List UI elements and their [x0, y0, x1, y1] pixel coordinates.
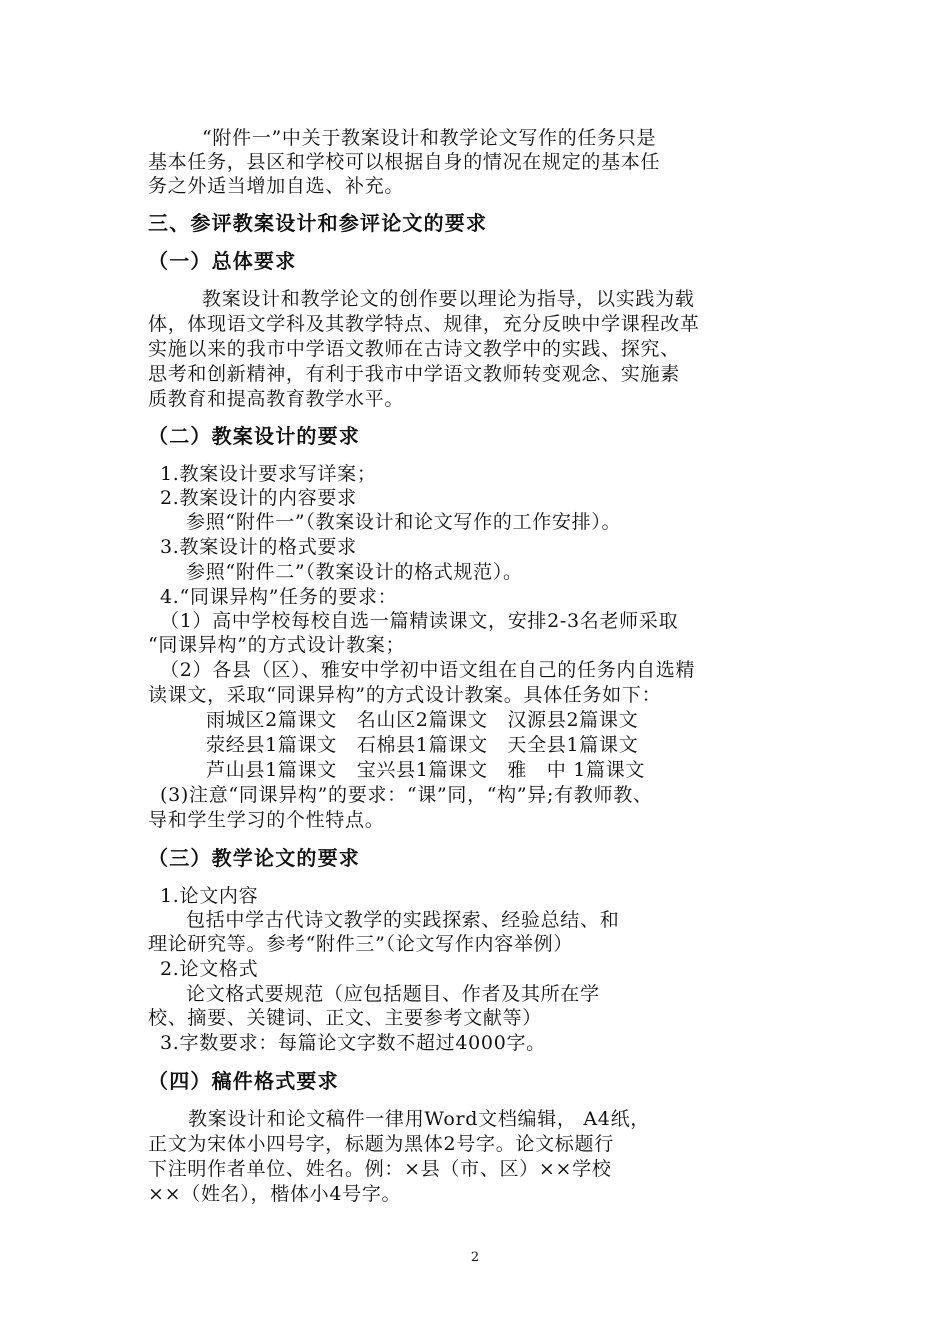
page-number: 2: [470, 1250, 480, 1265]
lesson-line-10: 读课文，采取“同课异构”的方式设计教案。具体任务如下：: [148, 684, 662, 706]
task-row-3: 芦山县1篇课文 宝兴县1篇课文 雅 中 1篇课文: [206, 759, 646, 781]
subsection-heading-lesson-plan: （二）教案设计的要求: [148, 424, 360, 448]
paper-line-3: 理论研究等。参考“附件三”（论文写作内容举例）: [148, 933, 574, 955]
paper-line-6: 校、摘要、关键词、正文、主要参考文献等）: [148, 1007, 543, 1029]
general-line-4: 思考和创新精神，有利于我市中学语文教师转变观念、实施素: [148, 363, 680, 385]
lesson-line-5: 参照“附件二”（教案设计的格式规范）。: [186, 561, 523, 583]
task-row-1: 雨城区2篇课文 名山区2篇课文 汉源县2篇课文: [206, 709, 639, 731]
general-line-5: 质教育和提高教育教学水平。: [148, 388, 405, 410]
task-row-2: 荥经县1篇课文 石棉县1篇课文 天全县1篇课文: [206, 734, 639, 756]
format-line-2: 正文为宋体小四号字，标题为黑体2号字。论文标题行: [148, 1133, 614, 1155]
lesson-line-3: 参照“附件一”（教案设计和论文写作的工作安排）。: [186, 511, 622, 533]
lesson-line-15: 导和学生学习的个性特点。: [148, 809, 385, 831]
lesson-line-14: (3)注意“同课异构”的要求：“课”同，“构”异;有教师教、: [160, 784, 653, 806]
subsection-heading-general: （一）总体要求: [148, 249, 297, 273]
lesson-line-7: （1）高中学校每校自选一篇精读课文，安排2-3名老师采取: [160, 610, 679, 632]
subsection-heading-paper: （三）教学论文的要求: [148, 846, 360, 870]
lesson-line-9: （2）各县（区）、雅安中学初中语文组在自己的任务内自选精: [160, 659, 696, 681]
lesson-line-8: “同课异构”的方式设计教案；: [148, 634, 406, 656]
paper-line-2: 包括中学古代诗文教学的实践探索、经验总结、和: [186, 909, 620, 931]
section-heading: 三、参评教案设计和参评论文的要求: [148, 211, 488, 235]
intro-line-3: 务之外适当增加自选、补充。: [148, 175, 405, 197]
lesson-line-6: 4.“同课异构”任务的要求：: [160, 586, 398, 608]
general-line-1: 教案设计和教学论文的创作要以理论为指导，以实践为载: [202, 288, 695, 310]
lesson-line-4: 3.教案设计的格式要求: [160, 536, 357, 558]
paper-line-5: 论文格式要规范（应包括题目、作者及其所在学: [186, 983, 600, 1005]
lesson-line-1: 1.教案设计要求写详案；: [160, 463, 377, 485]
format-line-4: ××（姓名），楷体小4号字。: [148, 1183, 402, 1205]
intro-line-2: 基本任务，县区和学校可以根据自身的情况在规定的基本任: [148, 151, 661, 173]
subsection-heading-format: （四）稿件格式要求: [148, 1069, 339, 1093]
paper-line-7: 3.字数要求：每篇论文字数不超过4000字。: [160, 1032, 546, 1054]
format-line-1: 教案设计和论文稿件一律用Word文档编辑， A4纸，: [188, 1108, 650, 1130]
intro-line-1: “附件一”中关于教案设计和教学论文写作的任务只是: [202, 127, 657, 149]
general-line-2: 体，体现语文学科及其教学特点、规律，充分反映中学课程改革: [148, 313, 700, 335]
paper-line-1: 1.论文内容: [160, 885, 259, 907]
format-line-3: 下注明作者单位、姓名。例：×县（市、区）××学校: [148, 1158, 612, 1180]
general-line-3: 实施以来的我市中学语文教师在古诗文教学中的实践、探究、: [148, 338, 680, 360]
lesson-line-2: 2.教案设计的内容要求: [160, 487, 357, 509]
paper-line-4: 2.论文格式: [160, 958, 259, 980]
